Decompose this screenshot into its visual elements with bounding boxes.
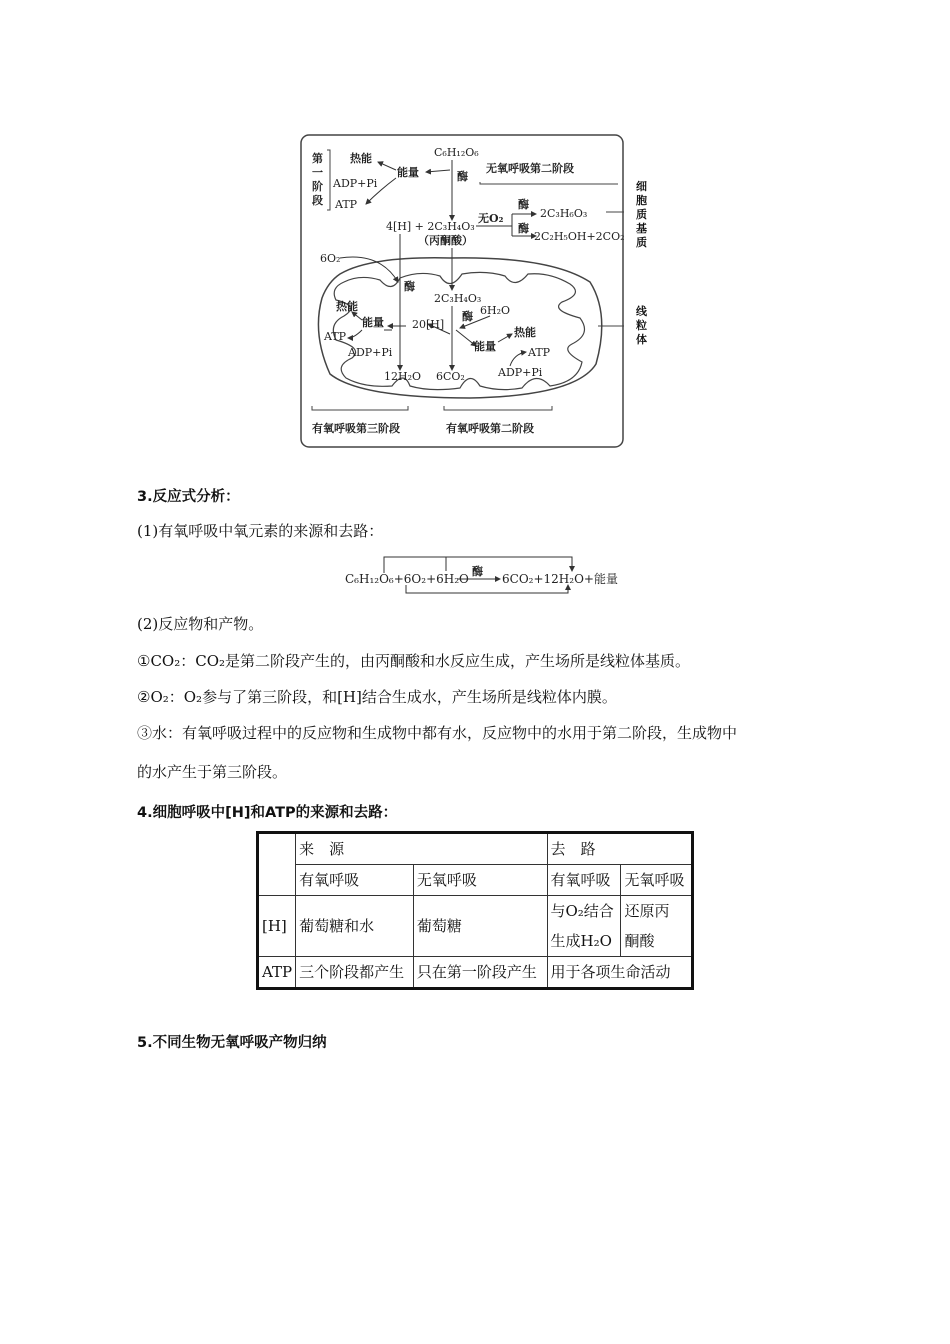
svg-text:能量: 能量 (362, 316, 384, 329)
equation-right: 6CO₂+12H₂O+能量 (502, 572, 618, 586)
table-cell: 用于各项生命活动 (547, 957, 693, 989)
pyruvate-mito-label: 2C₃H₄O₃ (434, 292, 482, 305)
aerobic-stage2-label: 有氧呼吸第二阶段 (446, 422, 534, 435)
pyruvate-label: （丙酮酸） (418, 234, 473, 247)
table-cell: 葡萄糖 (413, 896, 547, 957)
table-cell: 葡萄糖和水 (296, 896, 414, 957)
energy-label: 能量 (397, 166, 419, 179)
atp-label: ATP (335, 198, 358, 211)
ethanol-co2-label: 2C₂H₅OH+2CO₂ (534, 230, 625, 243)
table-header-destination: 去 路 (547, 833, 693, 865)
aerobic-stage3-label: 有氧呼吸第三阶段 (312, 422, 400, 435)
svg-text:能量: 能量 (474, 340, 496, 353)
svg-text:酶: 酶 (462, 310, 473, 323)
no-o2-label: 无O₂ (478, 212, 504, 225)
h-pyruvate-label: 4[H] + 2C₃H₄O₃ (386, 220, 475, 233)
cell-respiration-diagram (300, 134, 628, 450)
section3-item2: ②O₂：O₂参与了第三阶段，和[H]结合生成水，产生场所是线粒体内膜。 (137, 688, 617, 706)
section3-sub1: (1)有氧呼吸中氧元素的来源和去路： (137, 522, 384, 540)
svg-text:热能: 热能 (336, 300, 358, 313)
section3-heading: 3.反应式分析： (137, 489, 240, 505)
svg-text:ADP+Pi: ADP+Pi (348, 346, 393, 359)
anaerobic-stage2-label: 无氧呼吸第二阶段 (486, 162, 574, 175)
table-subheader: 有氧呼吸 (547, 865, 621, 896)
svg-text:ATP: ATP (324, 330, 347, 343)
table-header-source: 来 源 (296, 833, 547, 865)
enzyme-label: 酶 (457, 170, 468, 183)
six-co2-label: 6CO₂ (436, 370, 465, 383)
oxygen-equation (340, 553, 620, 597)
svg-text:酶: 酶 (404, 280, 415, 293)
six-h2o-label: 6H₂O (480, 304, 511, 317)
table-row-label: ATP (258, 957, 296, 989)
svg-text:一: 一 (312, 166, 323, 179)
equation-enzyme: 酶 (472, 565, 483, 578)
svg-text:酶: 酶 (518, 198, 529, 211)
h-atp-table (256, 831, 694, 990)
section5-heading: 5.不同生物无氧呼吸产物归纳 (137, 1035, 327, 1051)
svg-text:第: 第 (312, 152, 323, 165)
equation-left: C₆H₁₂O₆+6O₂+6H₂O (345, 572, 469, 586)
section3-sub2: (2)反应物和产物。 (137, 615, 264, 633)
table-cell: 三个阶段都产生 (296, 957, 414, 989)
table-cell: 只在第一阶段产生 (413, 957, 547, 989)
svg-text:阶: 阶 (312, 180, 323, 193)
table-subheader: 无氧呼吸 (621, 865, 693, 896)
lactic-acid-label: 2C₃H₆O₃ (540, 207, 588, 220)
twelve-h2o-label: 12H₂O (384, 370, 422, 383)
section4-heading: 4.细胞呼吸中[H]和ATP的来源和去路： (137, 805, 398, 821)
table-row-label: [H] (258, 896, 296, 957)
section3-item3-line2: 的水产生于第三阶段。 (137, 763, 288, 781)
adp-label: ADP+Pi (333, 177, 378, 190)
svg-text:热能: 热能 (514, 326, 536, 339)
svg-text:酶: 酶 (518, 222, 529, 235)
six-o2-label: 6O₂ (320, 252, 341, 265)
svg-text:ATP: ATP (528, 346, 551, 359)
glucose-label: C₆H₁₂O₆ (434, 146, 479, 159)
table-corner (258, 833, 296, 896)
svg-text:ADP+Pi: ADP+Pi (498, 366, 543, 379)
svg-text:段: 段 (312, 194, 323, 207)
table-subheader: 有氧呼吸 (296, 865, 414, 896)
cytoplasm-side-label: 细 胞 质 基 质 (636, 180, 647, 249)
mitochondrion-side-label: 线 粒 体 (636, 305, 647, 346)
section3-item1: ①CO₂：CO₂是第二阶段产生的，由丙酮酸和水反应生成，产生场所是线粒体基质。 (137, 652, 691, 670)
section3-item3-line1: ③水：有氧呼吸过程中的反应物和生成物中都有水，反应物中的水用于第二阶段，生成物中 (137, 724, 738, 742)
table-subheader: 无氧呼吸 (413, 865, 547, 896)
table-cell: 与O₂结合 生成H₂O (547, 896, 621, 957)
h20-label: 20[H] (412, 318, 445, 331)
heat-label: 热能 (350, 152, 372, 165)
table-cell: 还原丙 酮酸 (621, 896, 693, 957)
